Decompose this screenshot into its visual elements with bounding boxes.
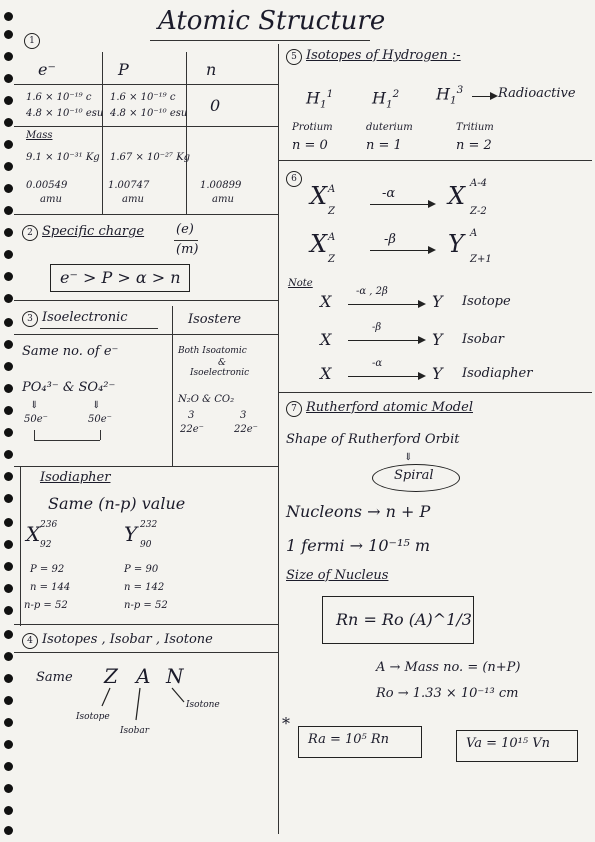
proton-mass: 1.67 × 10⁻²⁷ Kg [110,152,191,163]
section-6-number: 6 [286,170,306,187]
note-2-arrow-label: -β [372,322,382,333]
note-1-x: X [320,292,332,311]
ion-electron-count-1: 50e⁻ [24,414,48,425]
column-divider [278,44,279,834]
reaction-2-right-mass: A [470,228,478,239]
isostere-definition-3: Isoelectronic [190,368,250,378]
mol-atoms-2: 3 [240,410,247,421]
z-a-n-pointers [80,686,210,726]
tritium-neutrons: n = 2 [456,138,492,153]
proton-amu-unit: amu [122,194,144,205]
reaction-1-left-mass: A [328,184,336,195]
isodiapher-el1-line-1: P = 92 [30,564,65,575]
reaction-1-right-atomic: Z-2 [470,206,487,217]
isodiapher-el1-atomic: 92 [40,540,52,550]
letter-a: A [136,664,151,688]
electron-mass: 9.1 × 10⁻³¹ Kg [26,152,100,163]
specific-charge-fraction-top: (e) [176,222,194,237]
note-3-arrow-label: -α [372,358,383,369]
down-arrow: ⇓ [404,452,413,463]
specific-charge-heading: 2 Specific charge [22,224,144,241]
ion-electron-count-2: 50e⁻ [88,414,112,425]
isotone-label: Isotone [186,700,220,710]
star-mark: * [282,714,290,733]
note-3-label: Isodiapher [462,366,533,381]
isodiapher-el2-atomic: 90 [140,540,152,550]
note-2-x: X [320,330,332,349]
note-3-y: Y [432,364,443,383]
neutron-amu: 1.00899 [200,180,242,191]
reaction-2-right: Y [448,230,464,258]
header-neutron: n [206,60,217,79]
letter-n: N [166,664,184,688]
isostere-definition-2: & [218,358,227,368]
isodiapher-element-2: Y [124,522,138,546]
electron-amu-unit: amu [40,194,62,205]
ion-arrow-1: ⇓ [30,400,39,411]
r0-definition: Ro → 1.33 × 10⁻¹³ cm [376,686,519,701]
reaction-2-arrow-label: -β [384,232,396,247]
note-1-y: Y [432,292,443,311]
isodiapher-definition: Same (n-p) value [48,494,186,513]
isotope-label: Isotope [76,712,110,722]
header-proton: P [118,60,129,79]
reaction-2-left-mass: A [328,232,336,243]
size-of-nucleus-heading: Size of Nucleus [286,568,389,583]
reaction-1-left-atomic: Z [328,206,335,217]
mass-label: Mass [26,130,53,141]
electron-amu: 0.00549 [26,180,68,191]
reaction-1-left: X [310,182,328,210]
isostere-example-molecules: N₂O & CO₂ [178,394,235,405]
header-electron: e⁻ [38,60,56,79]
protium-symbol: $H_1^1$ [306,88,334,111]
isodiapher-element-1: X [26,522,41,546]
isoelectronic-example-ions: PO₄³⁻ & SO₄²⁻ [22,380,116,395]
deuterium-name: duterium [366,122,413,133]
fermi-line: 1 fermi → 10⁻¹⁵ m [286,536,431,555]
atom-radius-formula: Ra = 10⁵ Rn [308,732,390,747]
same-label: Same [36,670,73,685]
protium-name: Protium [292,122,333,133]
isodiapher-el2-line-3: n-p = 52 [124,600,168,611]
deuterium-symbol: $H_1^2$ [372,88,400,111]
section-1-number: 1 [24,32,44,49]
electron-charge-coulomb: 1.6 × 10⁻¹⁹ c [26,92,92,103]
note-1-label: Isotope [462,294,511,309]
deuterium-neutrons: n = 1 [366,138,402,153]
radioactive-label: Radioactive [498,86,576,101]
isodiapher-el2-line-1: P = 90 [124,564,159,575]
specific-charge-fraction-bottom: (m) [176,242,199,257]
note-3-x: X [320,364,332,383]
neutron-amu-unit: amu [212,194,234,205]
reaction-1-arrow-label: -α [382,186,396,201]
protium-neutrons: n = 0 [292,138,328,153]
mol-atoms-1: 3 [188,410,195,421]
note-2-label: Isobar [462,332,504,347]
specific-charge-order: e⁻ > P > α > n [60,268,181,287]
isodiapher-heading: Isodiapher [40,470,111,485]
isostere-heading: Isostere [188,312,242,327]
rutherford-orbit-shape: Shape of Rutherford Orbit [286,432,460,447]
spiral-label: Spiral [394,468,434,483]
reaction-2-left: X [310,230,328,258]
reaction-1-right-mass: A-4 [470,178,487,189]
page-title: Atomic Structure [158,6,386,36]
neutron-charge: 0 [210,96,221,115]
electron-charge-esu: 4.8 × 10⁻¹⁰ esu [26,108,104,119]
nucleus-radius-formula: Rn = Ro (A)^1/3 [336,610,472,629]
isodiapher-el1-mass: 236 [40,520,58,530]
rutherford-model-heading: 7 Rutherford atomic Model [286,400,473,417]
isodiapher-el1-line-2: n = 144 [30,582,71,593]
tritium-name: Tritium [456,122,494,133]
isoelectronic-definition: Same no. of e⁻ [22,344,119,359]
reaction-1-right: X [448,182,466,210]
proton-amu: 1.00747 [108,180,150,191]
isodiapher-el1-line-3: n-p = 52 [24,600,68,611]
isotopes-isobar-isotone-heading: 4 Isotopes , Isobar , Isotone [22,632,213,649]
nucleons-line: Nucleons → n + P [286,502,431,521]
isobar-label: Isobar [120,726,150,736]
atom-volume-formula: Va = 10¹⁵ Vn [466,736,550,751]
proton-charge-esu: 4.8 × 10⁻¹⁰ esu [110,108,188,119]
tritium-symbol: $H_1^3$ [436,84,464,107]
note-label: Note [288,278,313,289]
proton-charge-coulomb: 1.6 × 10⁻¹⁹ c [110,92,176,103]
reaction-2-right-atomic: Z+1 [470,254,492,265]
ion-arrow-2: ⇓ [92,400,101,411]
hydrogen-isotopes-heading: 5 Isotopes of Hydrogen :- [286,48,461,65]
note-1-arrow-label: -α , 2β [356,286,388,297]
isostere-definition-1: Both Isoatomic [178,346,247,356]
isodiapher-el2-mass: 232 [140,520,158,530]
isoelectronic-heading: 3 Isoelectronic [22,310,128,327]
mol-electrons-1: 22e⁻ [180,424,204,435]
isodiapher-el2-line-2: n = 142 [124,582,165,593]
reaction-2-left-atomic: Z [328,254,335,265]
mass-number-definition: A → Mass no. = (n+P) [376,660,521,675]
note-2-y: Y [432,330,443,349]
mol-electrons-2: 22e⁻ [234,424,258,435]
letter-z: Z [104,664,118,688]
